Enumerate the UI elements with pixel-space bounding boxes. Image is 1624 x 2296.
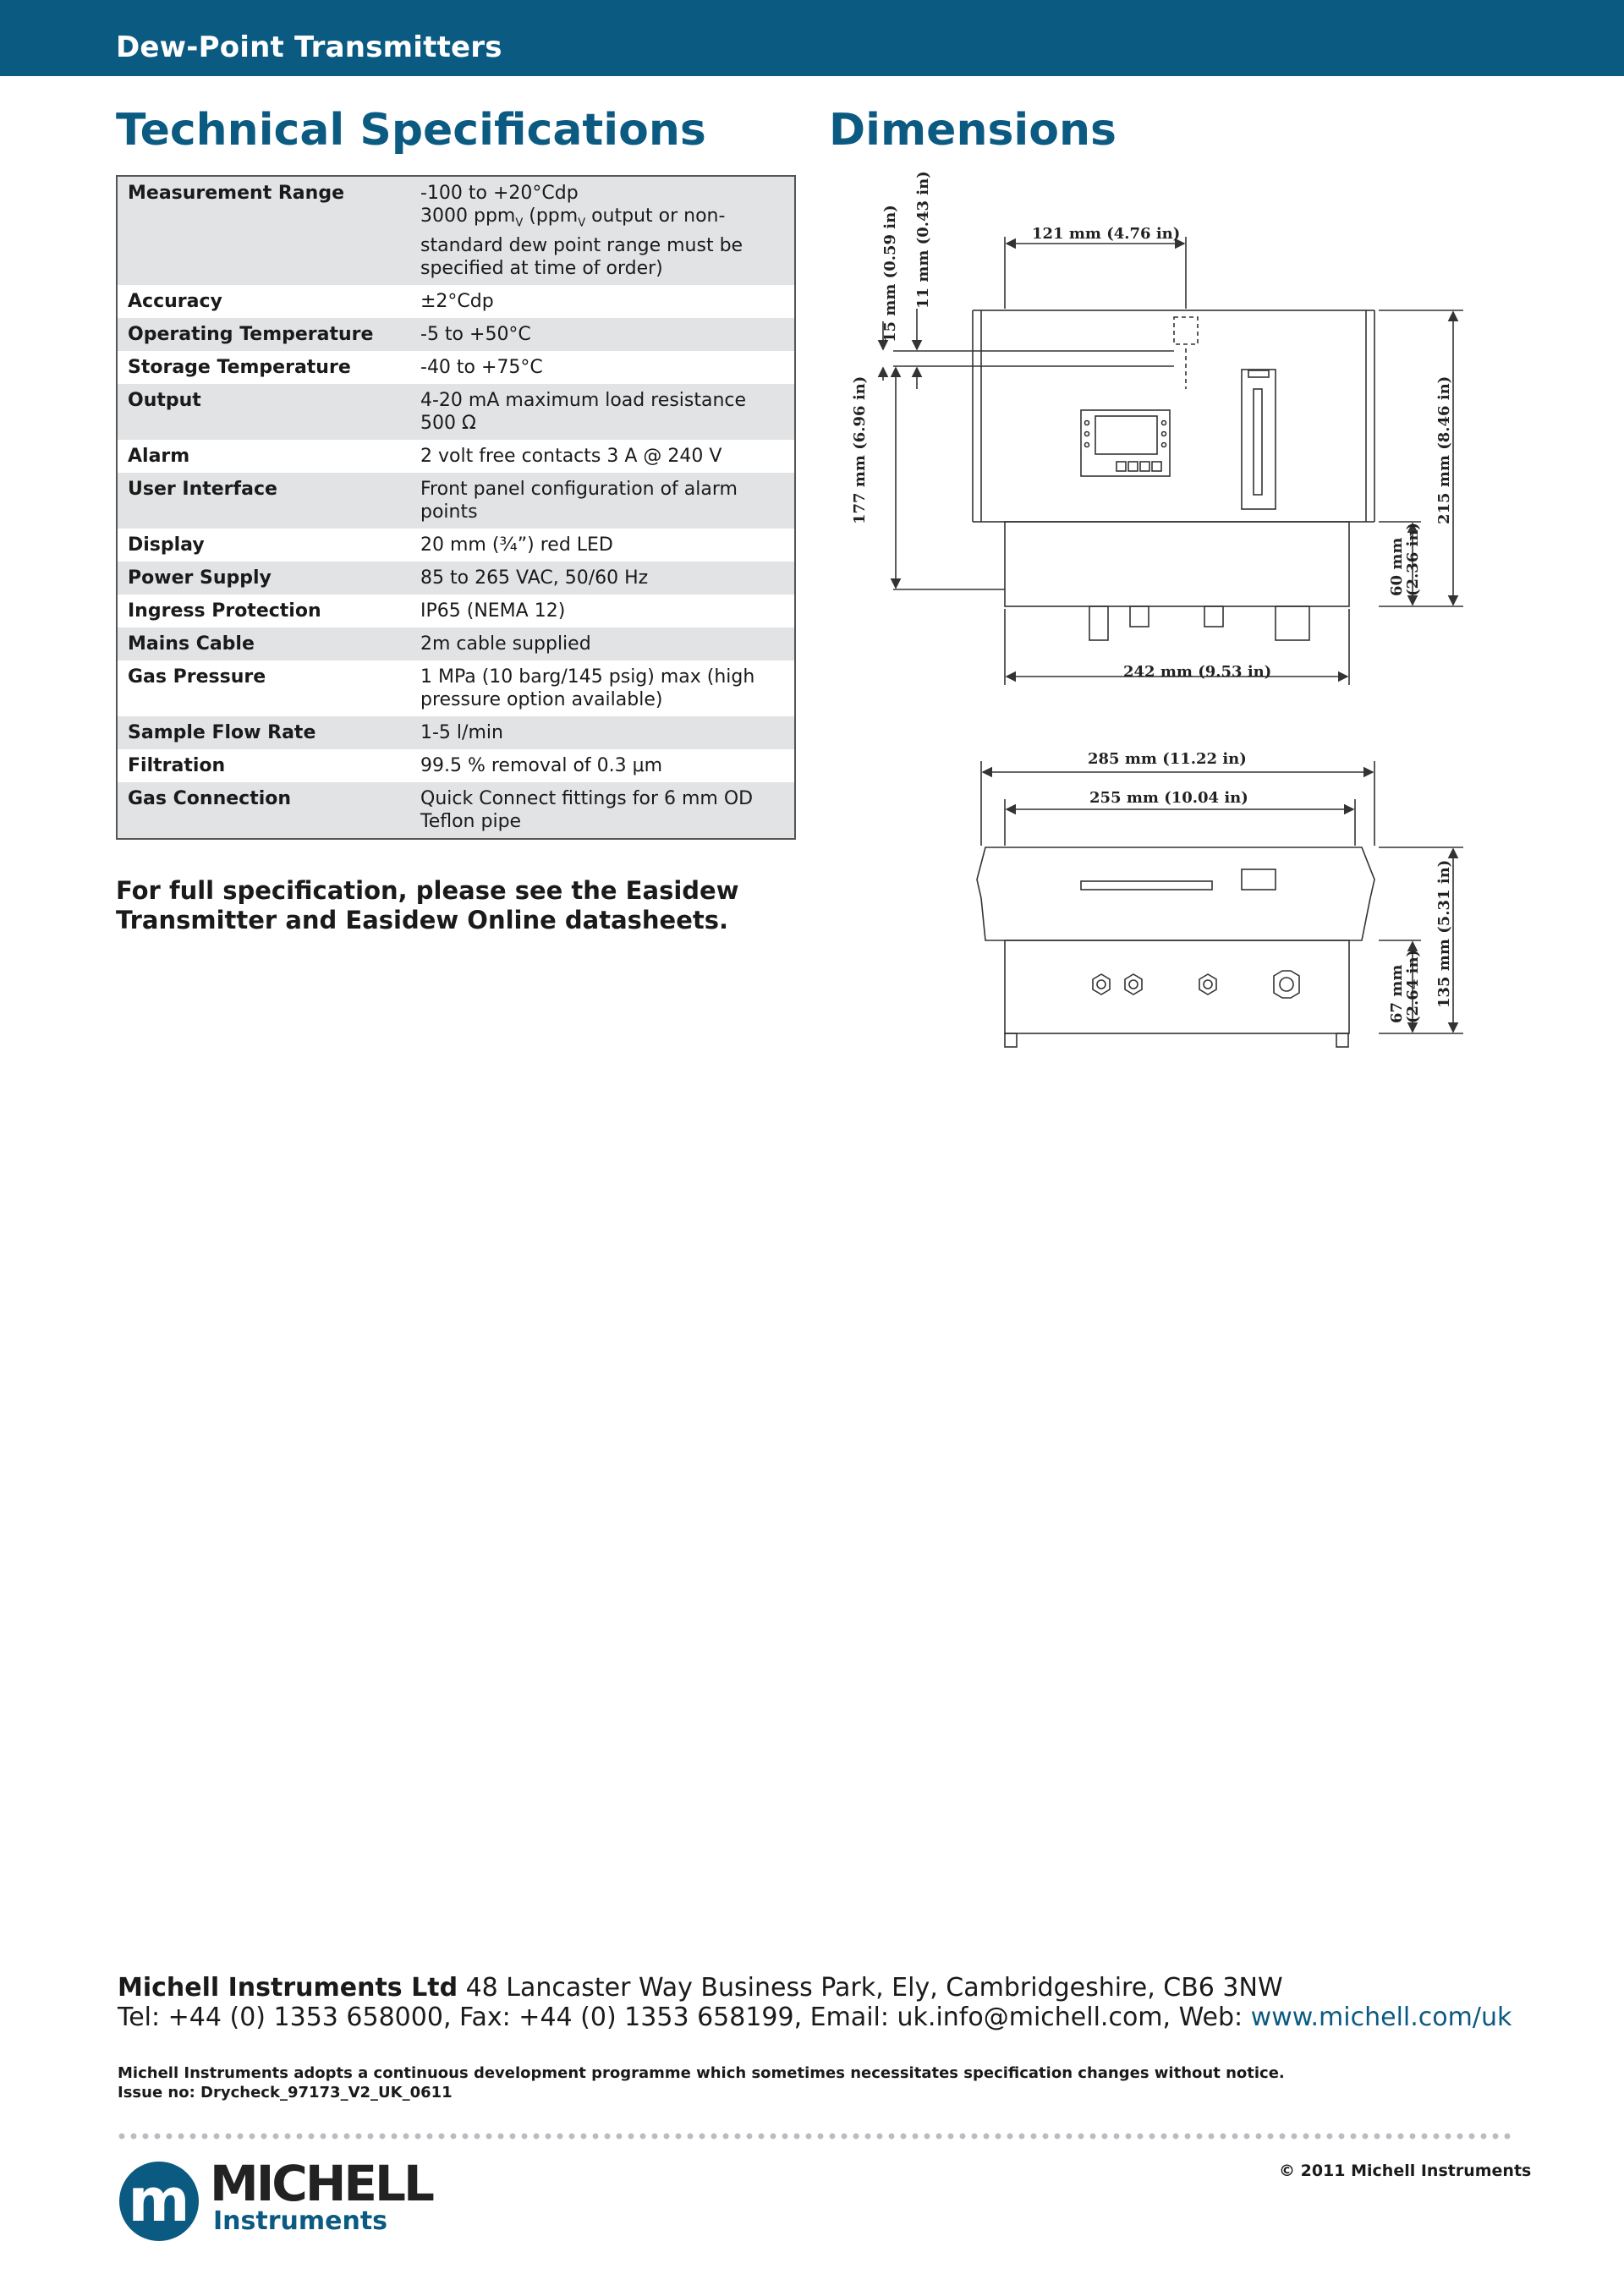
spec-row bbox=[117, 285, 795, 318]
dim-11: 11 mm (0.43 in) bbox=[914, 171, 932, 309]
spec-label: Sample Flow Rate bbox=[117, 716, 410, 749]
company-address bbox=[118, 1973, 1512, 2032]
spec-row bbox=[117, 176, 795, 285]
spec-value: IP65 (NEMA 12) bbox=[410, 595, 795, 627]
flow-meter bbox=[1242, 370, 1276, 509]
spec-row bbox=[117, 440, 795, 473]
full-spec-note: For full specification, please see the Easidew Transmitter and Easidew Online datasheets. bbox=[116, 876, 739, 934]
dim-60: 60 mm bbox=[1388, 537, 1406, 596]
spec-row bbox=[117, 318, 795, 351]
spec-row bbox=[117, 716, 795, 749]
spec-row bbox=[117, 627, 795, 660]
logo-subword: Instruments bbox=[213, 2206, 388, 2236]
spec-value: 1-5 l/min bbox=[410, 716, 795, 749]
spec-row bbox=[117, 473, 795, 529]
header-title: Dew-Point Transmitters bbox=[116, 30, 502, 64]
michell-logo bbox=[118, 2155, 491, 2248]
spec-value: 85 to 265 VAC, 50/60 Hz bbox=[410, 562, 795, 595]
spec-label: Output bbox=[117, 384, 410, 440]
website-link[interactable]: www.michell.com/uk bbox=[1250, 2003, 1512, 2032]
dim-177: 177 mm (6.96 in) bbox=[851, 375, 869, 524]
logo-word: MICHELL bbox=[210, 2155, 432, 2212]
dim-121: 121 mm (4.76 in) bbox=[1032, 225, 1181, 243]
spec-label: Accuracy bbox=[117, 285, 410, 318]
specs-heading: Technical Specifications bbox=[116, 105, 706, 156]
spec-row bbox=[117, 529, 795, 562]
company-name: Michell Instruments Ltd bbox=[118, 1973, 458, 2003]
spec-row bbox=[117, 562, 795, 595]
enclosure-base bbox=[1005, 522, 1349, 606]
spec-value-line: -100 to +20°Cdp bbox=[420, 183, 579, 204]
spec-value: 99.5 % removal of 0.3 μm bbox=[410, 749, 795, 782]
dim-15: 15 mm (0.59 in) bbox=[881, 205, 899, 342]
dim-60-in: (2.36 in) bbox=[1404, 522, 1422, 596]
spec-value: Front panel configuration of alarm points bbox=[410, 473, 795, 529]
spec-label: Gas Connection bbox=[117, 782, 410, 839]
dimensions-drawing bbox=[837, 169, 1497, 1066]
spec-value: 20 mm (¾”) red LED bbox=[410, 529, 795, 562]
spec-row bbox=[117, 384, 795, 440]
spec-row bbox=[117, 782, 795, 839]
logo-letter: m bbox=[128, 2166, 190, 2235]
dim-135: 135 mm (5.31 in) bbox=[1435, 859, 1453, 1008]
spec-label: Gas Pressure bbox=[117, 660, 410, 716]
spec-label: Operating Temperature bbox=[117, 318, 410, 351]
spec-label: Storage Temperature bbox=[117, 351, 410, 384]
dim-215: 215 mm (8.46 in) bbox=[1435, 375, 1453, 524]
spec-row bbox=[117, 595, 795, 627]
header-bar bbox=[0, 0, 1624, 76]
copyright: © 2011 Michell Instruments bbox=[1279, 2162, 1532, 2180]
spec-value: ±2°Cdp bbox=[410, 285, 795, 318]
dotted-divider bbox=[116, 2133, 1516, 2140]
disclaimer-text: Michell Instruments adopts a continuous development programme which sometimes necessitates specification changes without notice. bbox=[118, 2064, 1285, 2082]
spec-value: -40 to +75°C bbox=[410, 351, 795, 384]
spec-label: Filtration bbox=[117, 749, 410, 782]
dim-67: 67 mm bbox=[1388, 964, 1406, 1023]
spec-label: Power Supply bbox=[117, 562, 410, 595]
spec-label: Alarm bbox=[117, 440, 410, 473]
contact-line: Tel: +44 (0) 1353 658000, Fax: +44 (0) 1353 658199, Email: uk.info@michell.com, Web: bbox=[118, 2003, 1251, 2032]
spec-label: Mains Cable bbox=[117, 627, 410, 660]
issue-number: Issue no: Drycheck_97173_V2_UK_0611 bbox=[118, 2084, 453, 2101]
spec-label: Measurement Range bbox=[117, 176, 410, 285]
spec-value: Quick Connect fittings for 6 mm OD Teflon pipe bbox=[410, 782, 795, 839]
spec-value: 2m cable supplied bbox=[410, 627, 795, 660]
spec-label: Display bbox=[117, 529, 410, 562]
spec-value-line: 3000 ppm$_V$ (ppm$_V$ output or non-standard dew point range must be specified at time of order) bbox=[420, 205, 743, 280]
dim-67-in: (2.64 in) bbox=[1404, 949, 1422, 1023]
spec-label: User Interface bbox=[117, 473, 410, 529]
dim-255: 255 mm (10.04 in) bbox=[1089, 789, 1248, 807]
spec-value bbox=[410, 176, 795, 285]
spec-row bbox=[117, 351, 795, 384]
spec-row bbox=[117, 660, 795, 716]
spec-table bbox=[116, 175, 796, 840]
dimensions-heading: Dimensions bbox=[829, 105, 1116, 156]
spec-value: 2 volt free contacts 3 A @ 240 V bbox=[410, 440, 795, 473]
dim-285: 285 mm (11.22 in) bbox=[1088, 750, 1247, 768]
spec-value: -5 to +50°C bbox=[410, 318, 795, 351]
address-line: 48 Lancaster Way Business Park, Ely, Cambridgeshire, CB6 3NW bbox=[458, 1973, 1283, 2003]
spec-value: 1 MPa (10 barg/145 psig) max (high pressure option available) bbox=[410, 660, 795, 716]
side-view-lid bbox=[977, 847, 1374, 940]
spec-value: 4-20 mA maximum load resistance 500 Ω bbox=[410, 384, 795, 440]
spec-label: Ingress Protection bbox=[117, 595, 410, 627]
disclaimer bbox=[118, 2063, 1285, 2102]
side-view-base bbox=[1005, 940, 1349, 1033]
dim-242: 242 mm (9.53 in) bbox=[1123, 663, 1272, 681]
spec-row bbox=[117, 749, 795, 782]
